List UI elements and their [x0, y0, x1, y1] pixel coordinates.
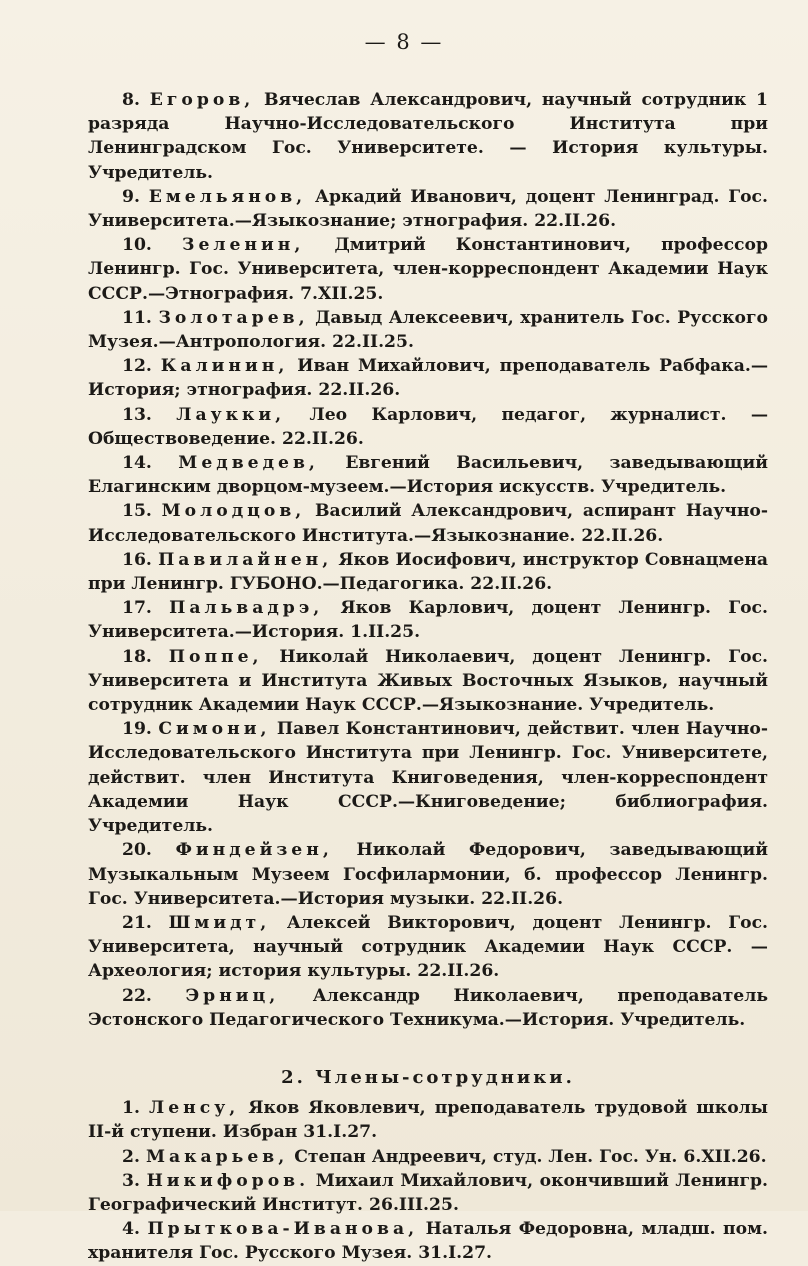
- entry-number: 9.: [122, 186, 140, 207]
- entry-surname: Егоров,: [149, 90, 255, 110]
- entry-surname: Прыткова-Иванова,: [147, 1219, 419, 1240]
- list-entry: [88, 838, 768, 911]
- entry-text: Василий Александрович, аспирант Научно-Исследовательского Института.—Языкознание. 22.II.26.: [88, 501, 769, 546]
- section-2-entries: [88, 1096, 768, 1265]
- entry-text: Михаил Михайлович, окончивший Ленингр. Географический Институт. 26.III.25.: [88, 1170, 769, 1215]
- entry-text: Наталья Федоровна, младш. пом. хранителя Гос. Русского Музея. 31.I.27.: [88, 1219, 769, 1264]
- entry-number: 3.: [122, 1170, 140, 1191]
- list-entry: [88, 596, 768, 644]
- entry-surname: Лаукки,: [176, 404, 286, 425]
- list-entry: [88, 403, 768, 451]
- list-entry: [88, 499, 768, 547]
- entry-surname: Никифоров.: [146, 1170, 310, 1191]
- list-entry: [88, 306, 768, 354]
- entry-number: 22.: [122, 985, 152, 1006]
- entry-surname: Макарьев,: [145, 1146, 289, 1167]
- list-entry: [88, 548, 768, 596]
- page-number: — 8 —: [364, 30, 444, 54]
- entry-text: Алексей Викторович, доцент Ленингр. Гос. Университета, научный сотрудник Академии Наук СССР. — Археология; история культуры. 22.II.26.: [88, 912, 769, 982]
- list-entry: [88, 1096, 768, 1144]
- entry-number: 20.: [122, 840, 152, 861]
- entry-surname: Эрниц,: [185, 985, 280, 1006]
- entry-surname: Молодцов,: [161, 501, 306, 522]
- list-entry: [88, 645, 768, 718]
- entry-number: 1.: [122, 1098, 140, 1119]
- entry-text: Николай Федорович, заведывающий Музыкальным Музеем Госфилармонии, б. профессор Ленингр. Гос. Университета.—История музыки. 22.II.26.: [88, 840, 768, 909]
- entry-text: Евгений Васильевич, заведывающий Елагинским дворцом-музеем.—История искусств. Учредитель.: [88, 453, 768, 498]
- entry-surname: Ленсу,: [149, 1098, 240, 1119]
- list-entry: [88, 911, 768, 984]
- entry-number: 4.: [122, 1219, 140, 1240]
- members-list: [88, 88, 768, 1266]
- entry-text: Аркадий Иванович, доцент Ленинград. Гос. Университета.—Языкознание; этнография. 22.II.26.: [88, 186, 768, 232]
- entry-number: 18.: [122, 646, 152, 667]
- section-1-entries: [88, 88, 768, 1032]
- list-entry: [88, 451, 768, 499]
- entry-number: 8.: [122, 90, 140, 110]
- entry-text: Давыд Алексеевич, хранитель Гос. Русского Музея.—Антропология. 22.II.25.: [88, 307, 768, 353]
- entry-text: Павел Константинович, действит. член Научно-Исследовательского Института при Ленингр. Гос. Университете, действит. член Института Книговедения, член-корреспондент Академии Наук СССР.—Книговедение; библиография. Учредитель.: [88, 719, 769, 837]
- entry-text: Александр Николаевич, преподаватель Эстонского Педагогического Техникума.—История. Учредитель.: [88, 985, 769, 1030]
- list-entry: [88, 717, 768, 838]
- entry-text: Дмитрий Константинович, профессор Ленингр. Гос. Университета, член-корреспондент Академии Наук СССР.—Этнография. 7.XII.25.: [88, 235, 768, 304]
- entry-surname: Калинин,: [160, 356, 289, 377]
- entry-text: Степан Андреевич, студ. Лен. Гос. Ун. 6.XII.26.: [294, 1146, 767, 1167]
- entry-number: 11.: [122, 307, 152, 328]
- entry-surname: Золотарев,: [158, 307, 309, 328]
- entry-text: Вячеслав Александрович, научный сотрудник 1 разряда Научно-Исследовательского Института при Ленинградском Гос. Университете. — История культуры. Учредитель.: [88, 90, 768, 183]
- list-entry: [88, 1145, 768, 1169]
- list-entry: [88, 354, 768, 402]
- entry-surname: Шмидт,: [168, 912, 271, 933]
- entry-surname: Финдейзен,: [175, 840, 333, 861]
- list-entry: [88, 88, 768, 185]
- entry-number: 2.: [122, 1146, 140, 1167]
- entry-surname: Симони,: [158, 719, 271, 740]
- entry-number: 14.: [122, 453, 152, 474]
- entry-surname: Поппе,: [168, 646, 263, 667]
- entry-surname: Медведев,: [178, 453, 319, 474]
- entry-number: 13.: [122, 404, 152, 425]
- entry-number: 15.: [122, 501, 152, 522]
- entry-number: 16.: [122, 549, 152, 570]
- entry-number: 21.: [122, 912, 152, 933]
- list-entry: [88, 233, 768, 306]
- entry-number: 17.: [122, 598, 152, 619]
- entry-text: Николай Николаевич, доцент Ленингр. Гос. Университета и Института Живых Восточных Языков, научный сотрудник Академии Наук СССР.—Языкознание. Учредитель.: [88, 646, 769, 716]
- entry-text: Яков Иосифович, инструктор Совнацмена при Ленингр. ГУБОНО.—Педагогика. 22.II.26.: [88, 549, 769, 595]
- entry-text: Лео Карлович, педагог, журналист. — Обществоведение. 22.II.26.: [88, 404, 769, 449]
- list-entry: [88, 1169, 768, 1217]
- entry-text: Иван Михайлович, преподаватель Рабфака.—История; этнография. 22.II.26.: [88, 356, 769, 401]
- entry-surname: Зеленин,: [182, 235, 305, 256]
- section-2-heading: 2. Члены-сотрудники.: [281, 1066, 575, 1088]
- list-entry: [88, 185, 768, 233]
- entry-surname: Пальвадрэ,: [169, 598, 324, 619]
- entry-surname: Емельянов,: [148, 186, 307, 207]
- entry-text: Яков Карлович, доцент Ленингр. Гос. Университета.—История. 1.II.25.: [88, 598, 768, 643]
- entry-number: 10.: [122, 235, 152, 256]
- entry-number: 19.: [122, 719, 152, 740]
- entry-surname: Павилайнен,: [158, 549, 333, 570]
- entry-text: Яков Яковлевич, преподаватель трудовой школы II-й ступени. Избран 31.I.27.: [88, 1098, 768, 1143]
- list-entry: [88, 1217, 768, 1265]
- entry-number: 12.: [122, 356, 152, 377]
- list-entry: [88, 984, 768, 1032]
